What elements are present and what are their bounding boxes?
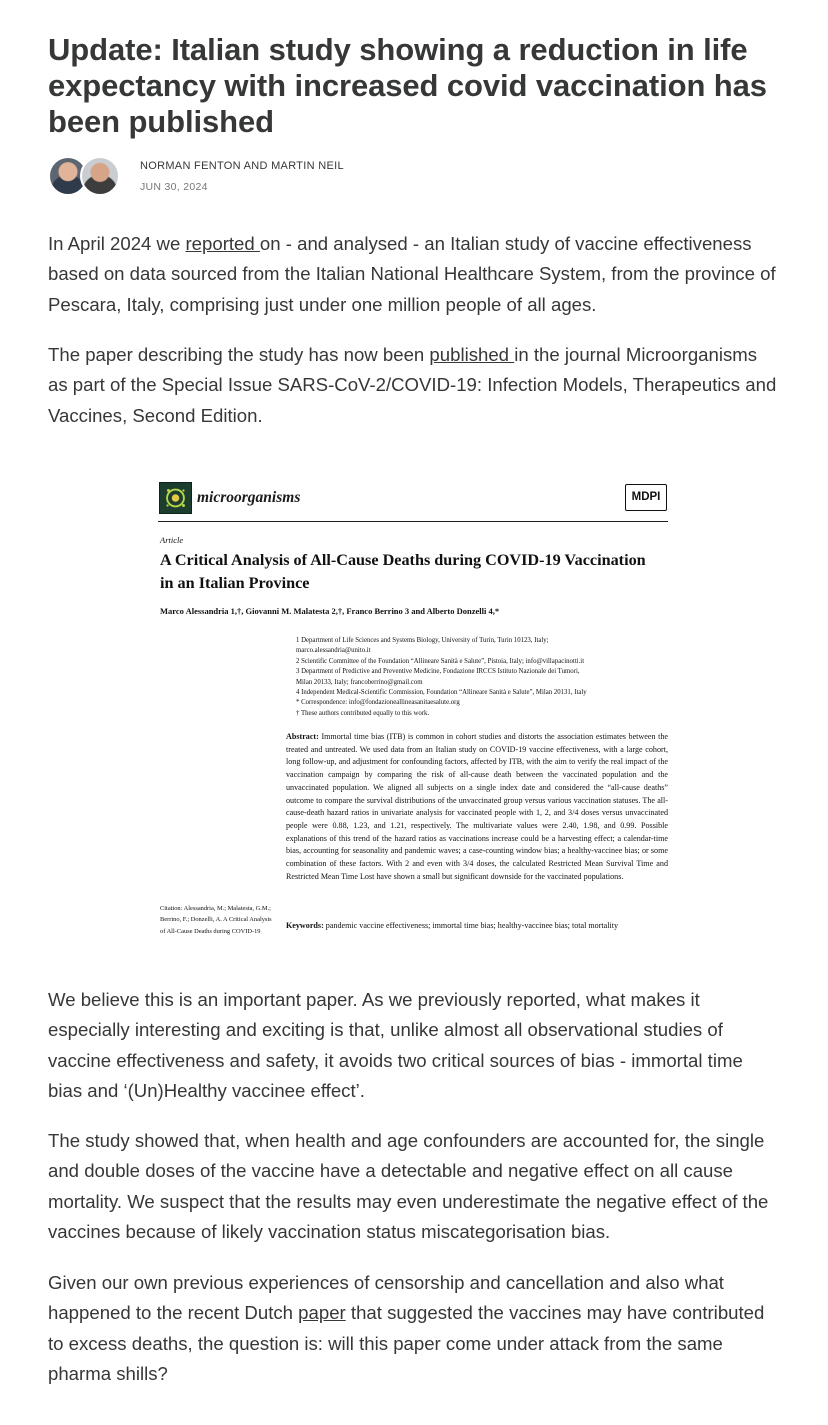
body-paragraph <box>48 1268 780 1389</box>
affiliation-line: 3 Department of Predictive and Preventive Medicine, Fondazione IRCCS Istituto Nazionale dei Tumori, <box>296 668 580 676</box>
affiliations <box>296 636 666 719</box>
microorganisms-logo-icon <box>159 482 192 514</box>
post-date: JUN 30, 2024 <box>140 181 208 193</box>
paragraph-text: on - and analysed - an Italian study of vaccine effectiveness based on data sourced from the Italian National Healthcare System, from the province of Pescara, Italy, comprising just under one million people of all ages. <box>48 233 776 315</box>
affiliation-line: * Correspondence: info@fondazioneallineasanitaesalute.org <box>296 699 460 707</box>
affiliation-line: 4 Independent Medical-Scientific Commission, Foundation “Allineare Sanità e Salute”, Milan 20131, Italy <box>296 689 587 697</box>
affiliation-line: † These authors contributed equally to this work. <box>296 709 430 717</box>
mdpi-logo: MDPI <box>625 484 667 511</box>
paper-authors: Marco Alessandria 1,†, Giovanni M. Malatesta 2,†, Franco Berrino 3 and Alberto Donzelli 4,* <box>160 606 500 616</box>
paper-screenshot-image[interactable] <box>155 476 675 951</box>
affiliation-line: Milan 20133, Italy; francoberrino@gmail.com <box>296 678 423 686</box>
body-paragraph: We believe this is an important paper. As we previously reported, what makes it especially interesting and exciting is that, unlike almost all observational studies of vaccine effectiveness and safety, it avoids two critical sources of bias - immortal time bias and ‘(Un)Healthy vaccinee effect’. <box>48 989 743 1101</box>
paragraph-text: Given our own previous experiences of censorship and cancellation and also what happened to the recent Dutch <box>48 1272 724 1324</box>
reported-link[interactable]: reported <box>185 233 260 254</box>
paragraph-text: that suggested the vaccines may have contributed to excess deaths, the question is: will this paper come under attack from the same pharma shills? <box>48 1302 765 1384</box>
keywords-text: pandemic vaccine effectiveness; immortal time bias; healthy-vaccinee bias; total mortality <box>325 921 619 930</box>
paper-citation: Citation: Alessandria, M.; Malatesta, G.M.; Berrino, F.; Donzelli, A. A Critical Analysis of All-Cause Deaths during COVID-19 <box>160 905 272 935</box>
paragraph-text: in the journal Microorganisms as part of the Special Issue SARS-CoV-2/COVID-19: Infection Models, Therapeutics and Vaccines, Second Edition. <box>48 344 777 426</box>
abstract-text: Immortal time bias (ITB) is common in cohort studies and distorts the association estimates between the treated and untreated. We used data from an Italian study on COVID-19 vaccine effectiveness, with a large cohort, long follow-up, and adjustment for confounding factors, affected by ITB, with the aim to verify the real impact of the vaccination campaign by comparing the risk of all-cause death between the vaccinated population and the unvaccinated population. We aligned all subjects on a single index date and considered the “all-cause deaths” outcome to compare the survival distributions of the unvaccinated group versus various vaccination statuses. The all-cause-death hazard ratios in univariate analysis for vaccinated people with 1, 2, and 3/4 doses versus unvaccinated people were 0.88, 1.23, and 1.21, respectively. The multivariate values were 2.40, 1.98, and 0.99. Possible explanations of this trend of the hazard ratios as vaccinations increase could be a harvesting effect; a calendar-time bias, accounting for seasonality and pandemic waves; a case-counting window bias; a healthy-vaccinee bias; or some combination of these factors. With 2 and even with 3/4 doses, the calculated Restricted Mean Survival Time and Restricted Mean Time Lost have shown a small but significant downside for the vaccinated populations. <box>286 732 668 881</box>
abstract-label: Abstract: <box>286 732 319 741</box>
body-paragraph <box>48 229 780 320</box>
paragraph-text: The paper describing the study has now been <box>48 344 430 365</box>
byline <box>48 156 448 196</box>
affiliation-line: 1 Department of Life Sciences and Systems Biology, University of Turin, Turin 10123, Italy; <box>296 637 549 644</box>
post-title: Update: Italian study showing a reduction in life expectancy with increased covid vaccination has been published <box>48 32 767 139</box>
author-names[interactable]: NORMAN FENTON AND MARTIN NEIL <box>140 160 344 172</box>
paper-keywords <box>286 920 668 933</box>
keywords-label: Keywords: <box>286 921 324 930</box>
affiliation-line: marco.alessandria@unito.it <box>296 647 371 655</box>
body-paragraph <box>48 340 780 431</box>
paper-abstract <box>286 731 668 883</box>
published-link[interactable]: published <box>429 344 515 365</box>
header-divider <box>158 521 668 522</box>
body-paragraph: The study showed that, when health and age confounders are accounted for, the single and double doses of the vaccine have a detectable and negative effect on all cause mortality. We suspect that the results may even underestimate the negative effect of the vaccines because of likely vaccination status miscategorisation bias. <box>48 1130 769 1242</box>
affiliation-line: 2 Scientific Committee of the Foundation “Allineare Sanità e Salute”, Pistoia, Italy; info@villapacinotti.it <box>296 657 585 665</box>
paper-title: A Critical Analysis of All-Cause Deaths during COVID-19 Vaccination in an Italian Province <box>160 551 646 592</box>
journal-name: microorganisms <box>197 489 301 506</box>
article-label: Article <box>160 535 184 545</box>
paragraph-text: In April 2024 we <box>48 233 186 254</box>
author-avatar-martin-neil[interactable] <box>80 156 120 196</box>
dutch-paper-link[interactable]: paper <box>298 1302 346 1324</box>
